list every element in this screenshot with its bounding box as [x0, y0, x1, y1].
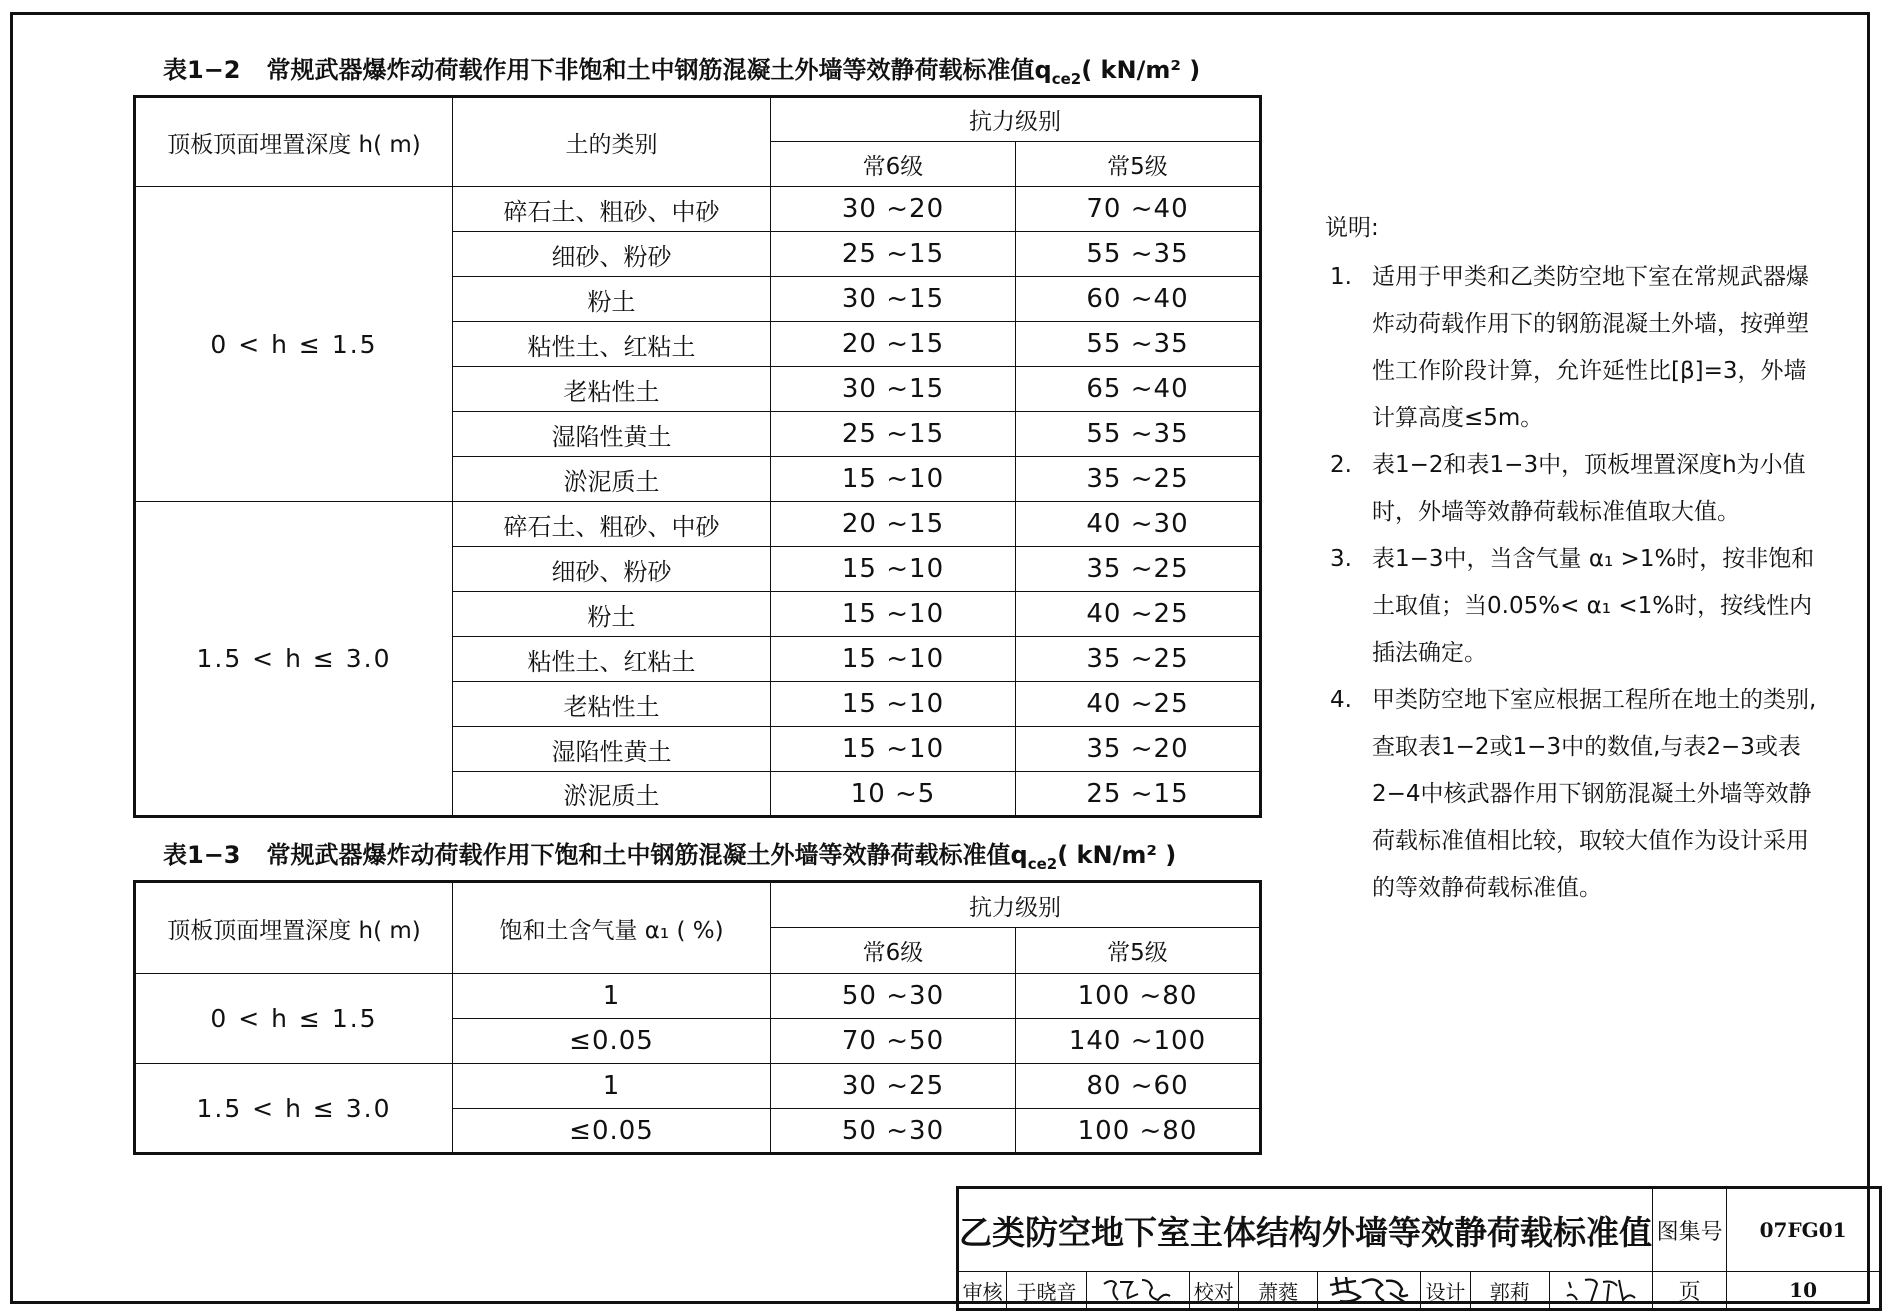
design-name: 郭莉 [1470, 1272, 1549, 1310]
table13-caption-text: 常规武器爆炸动荷载作用下饱和土中钢筋混凝土外墙等效静荷载标准值q [266, 841, 1028, 869]
note-index: 1. [1330, 264, 1352, 290]
table13-g6-cell: 50 ~30 [771, 1109, 1016, 1154]
table13-g5-cell: 80 ~60 [1016, 1064, 1261, 1109]
check-signature-mark [1326, 1273, 1412, 1307]
table13-caption [163, 835, 1176, 873]
notes-list [1325, 254, 1825, 912]
table12-soil-cell: 碎石土、粗砂、中砂 [453, 187, 771, 232]
table12-g6-cell: 15 ~10 [771, 682, 1016, 727]
page-label: 页 [1653, 1272, 1727, 1310]
note-item [1325, 677, 1825, 912]
note-item [1325, 442, 1825, 536]
table12 [133, 95, 1262, 818]
table12-g5-cell: 35 ~20 [1016, 727, 1261, 772]
table12-g6-cell: 15 ~10 [771, 637, 1016, 682]
note-text: 适用于甲类和乙类防空地下室在常规武器爆炸动荷载作用下的钢筋混凝土外墙，按弹塑性工作阶段计算，允许延性比[β]=3，外墙计算高度≤5m。 [1372, 264, 1809, 431]
table12-g6-cell: 20 ~15 [771, 502, 1016, 547]
table12-soil-cell: 粉土 [453, 277, 771, 322]
atlas-code: 07FG01 [1727, 1188, 1881, 1272]
design-signature [1549, 1272, 1652, 1310]
table12-g6-cell: 10 ~5 [771, 772, 1016, 817]
table12-g5-cell: 35 ~25 [1016, 547, 1261, 592]
table13-depth-cell: 0 < h ≤ 1.5 [135, 974, 453, 1064]
table13-g5-cell: 100 ~80 [1016, 1109, 1261, 1154]
table13-caption-sub: ce2 [1027, 854, 1058, 873]
table13-air-cell: ≤0.05 [453, 1019, 771, 1064]
table12-g6-cell: 30 ~15 [771, 367, 1016, 412]
table12-g5-cell: 35 ~25 [1016, 637, 1261, 682]
table12-soil-cell: 老粘性土 [453, 367, 771, 412]
table12-g5-cell: 60 ~40 [1016, 277, 1261, 322]
table12-caption-unit: ( kN/m² ) [1081, 56, 1201, 84]
design-signature-mark [1561, 1274, 1641, 1306]
table13 [133, 880, 1262, 1155]
table12-header-g5: 常5级 [1016, 142, 1261, 187]
table12-caption [163, 50, 1200, 88]
table13-header-air: 饱和土含气量 α₁ ( %) [453, 882, 771, 974]
check-label: 校对 [1189, 1272, 1238, 1310]
table13-g5-cell: 140 ~100 [1016, 1019, 1261, 1064]
table12-g5-cell: 65 ~40 [1016, 367, 1261, 412]
table12-g5-cell: 55 ~35 [1016, 412, 1261, 457]
check-name: 萧蕤 [1238, 1272, 1317, 1310]
check-signature [1318, 1272, 1421, 1310]
table12-soil-cell: 粘性土、红粘土 [453, 322, 771, 367]
table13-caption-number: 表1−3 [163, 841, 241, 869]
table13-depth-cell: 1.5 < h ≤ 3.0 [135, 1064, 453, 1154]
table13-air-cell: 1 [453, 1064, 771, 1109]
table13-row [135, 974, 1261, 1019]
table12-g6-cell: 15 ~10 [771, 457, 1016, 502]
table12-g5-cell: 40 ~25 [1016, 682, 1261, 727]
table13-g6-cell: 30 ~25 [771, 1064, 1016, 1109]
note-index: 3. [1330, 546, 1352, 572]
table12-header-depth: 顶板顶面埋置深度 h( m) [135, 97, 453, 187]
table12-g6-cell: 25 ~15 [771, 232, 1016, 277]
page-number: 10 [1727, 1272, 1881, 1310]
table12-row [135, 502, 1261, 547]
review-name: 于晓音 [1007, 1272, 1086, 1310]
note-text: 表1−2和表1−3中，顶板埋置深度h为小值时，外墙等效静荷载标准值取大值。 [1372, 452, 1806, 525]
table13-g6-cell: 70 ~50 [771, 1019, 1016, 1064]
title-block [956, 1186, 1882, 1311]
table12-soil-cell: 淤泥质土 [453, 457, 771, 502]
table13-air-cell: ≤0.05 [453, 1109, 771, 1154]
table12-g6-cell: 20 ~15 [771, 322, 1016, 367]
table12-g6-cell: 15 ~10 [771, 592, 1016, 637]
atlas-label: 图集号 [1653, 1188, 1727, 1272]
table12-g5-cell: 40 ~25 [1016, 592, 1261, 637]
note-index: 4. [1330, 687, 1352, 713]
table13-header-depth: 顶板顶面埋置深度 h( m) [135, 882, 453, 974]
table12-caption-text: 常规武器爆炸动荷载作用下非饱和土中钢筋混凝土外墙等效静荷载标准值q [266, 56, 1052, 84]
table12-depth-cell: 1.5 < h ≤ 3.0 [135, 502, 453, 817]
table12-soil-cell: 老粘性土 [453, 682, 771, 727]
table12-soil-cell: 细砂、粉砂 [453, 547, 771, 592]
table12-caption-sub: ce2 [1051, 69, 1082, 88]
table12-g5-cell: 25 ~15 [1016, 772, 1261, 817]
table12-soil-cell: 淤泥质土 [453, 772, 771, 817]
table13-header-g5: 常5级 [1016, 928, 1261, 974]
table13-row [135, 1064, 1261, 1109]
table12-header-grade: 抗力级别 [771, 97, 1261, 142]
table12-soil-cell: 粉土 [453, 592, 771, 637]
table12-g5-cell: 70 ~40 [1016, 187, 1261, 232]
table12-soil-cell: 碎石土、粗砂、中砂 [453, 502, 771, 547]
table12-g6-cell: 15 ~10 [771, 547, 1016, 592]
table12-soil-cell: 细砂、粉砂 [453, 232, 771, 277]
review-signature-mark [1098, 1274, 1178, 1306]
note-text: 表1−3中，当含气量 α₁ >1%时，按非饱和土取值；当0.05%< α₁ <1%时，按线性内插法确定。 [1372, 546, 1815, 666]
notes-title: 说明: [1325, 215, 1379, 241]
design-label: 设计 [1421, 1272, 1470, 1310]
table12-header-soil: 土的类别 [453, 97, 771, 187]
table13-g5-cell: 100 ~80 [1016, 974, 1261, 1019]
table12-caption-number: 表1−2 [163, 56, 241, 84]
notes [1325, 205, 1825, 912]
table12-g6-cell: 30 ~15 [771, 277, 1016, 322]
table13-air-cell: 1 [453, 974, 771, 1019]
table12-g5-cell: 35 ~25 [1016, 457, 1261, 502]
note-item [1325, 536, 1825, 677]
table13-caption-unit: ( kN/m² ) [1057, 841, 1177, 869]
table12-g5-cell: 55 ~35 [1016, 322, 1261, 367]
table12-g6-cell: 15 ~10 [771, 727, 1016, 772]
review-signature [1086, 1272, 1189, 1310]
note-text: 甲类防空地下室应根据工程所在地土的类别,查取表1−2或1−3中的数值,与表2−3或表2−4中核武器作用下钢筋混凝土外墙等效静荷载标准值相比较，取较大值作为设计采用的等效静荷载标准值。 [1372, 687, 1817, 901]
table12-g5-cell: 40 ~30 [1016, 502, 1261, 547]
table12-header-g6: 常6级 [771, 142, 1016, 187]
table12-row [135, 187, 1261, 232]
table12-g6-cell: 25 ~15 [771, 412, 1016, 457]
note-index: 2. [1330, 452, 1352, 478]
table13-header-grade: 抗力级别 [771, 882, 1261, 928]
table12-soil-cell: 湿陷性黄土 [453, 727, 771, 772]
table12-soil-cell: 粘性土、红粘土 [453, 637, 771, 682]
table12-g5-cell: 55 ~35 [1016, 232, 1261, 277]
table13-header-g6: 常6级 [771, 928, 1016, 974]
table12-g6-cell: 30 ~20 [771, 187, 1016, 232]
drawing-title: 乙类防空地下室主体结构外墙等效静荷载标准值 [958, 1188, 1653, 1272]
table13-g6-cell: 50 ~30 [771, 974, 1016, 1019]
review-label: 审核 [958, 1272, 1007, 1310]
note-item [1325, 254, 1825, 442]
table12-depth-cell: 0 < h ≤ 1.5 [135, 187, 453, 502]
table12-soil-cell: 湿陷性黄土 [453, 412, 771, 457]
